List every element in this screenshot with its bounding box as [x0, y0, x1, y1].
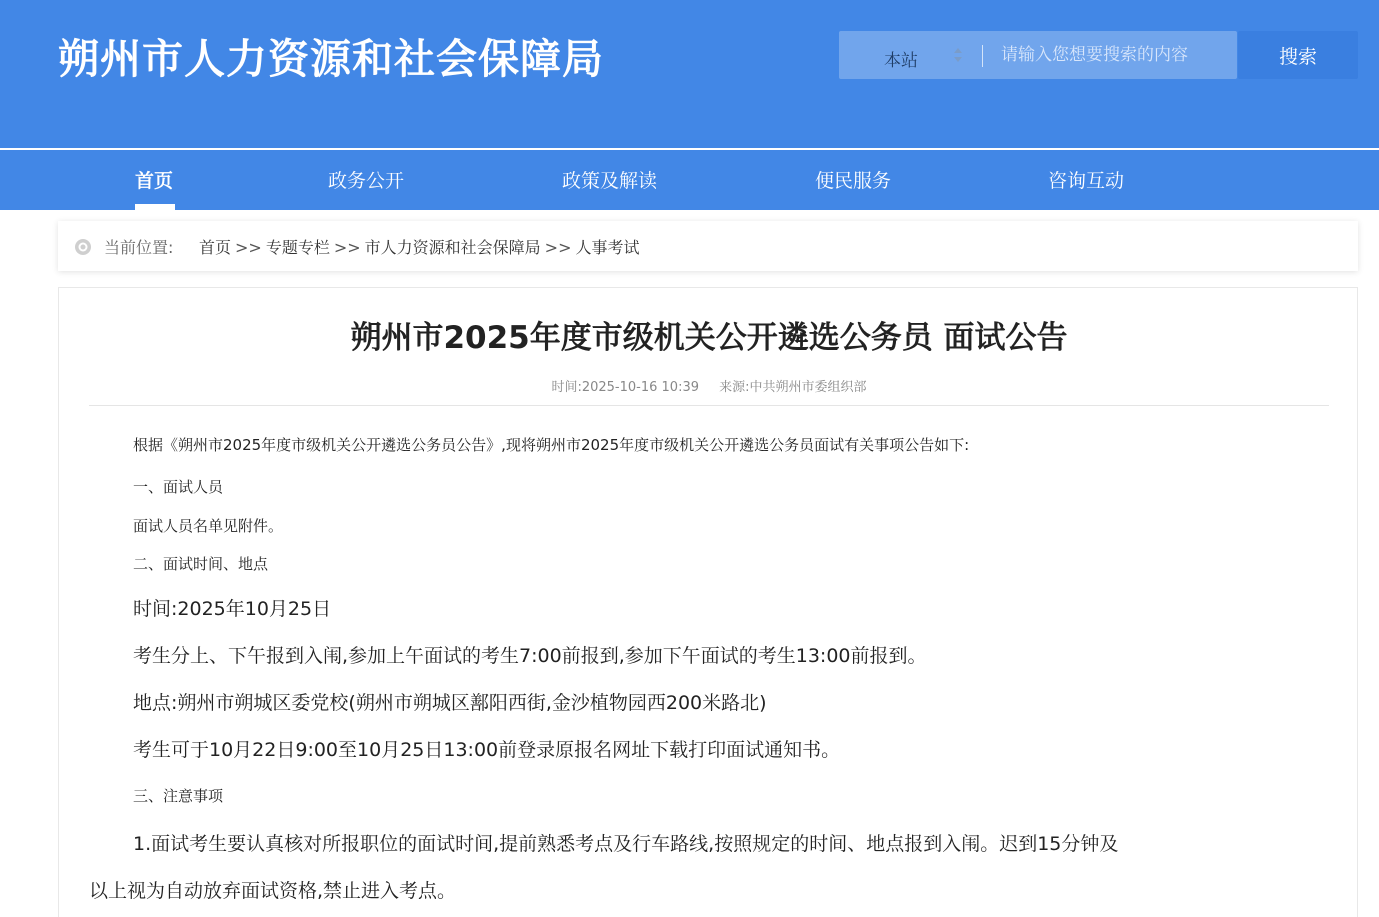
nav-active-indicator: [135, 204, 175, 210]
paragraph-candidates: 面试人员名单见附件。: [133, 517, 284, 535]
paragraph-download-notice: 考生可于10月22日9:00至10月25日13:00前登录原报名网址下载打印面试通知书。: [133, 739, 841, 761]
nav-item-government-affairs[interactable]: 政务公开: [328, 170, 405, 192]
search-scope-select[interactable]: [839, 31, 979, 79]
breadcrumb-link-special-topics[interactable]: 专题专栏: [265, 238, 330, 257]
paragraph-check-in: 考生分上、下午报到入闱,参加上午面试的考生7:00前报到,参加下午面试的考生13:00前报到。: [133, 645, 927, 667]
article-meta: [59, 376, 1359, 395]
breadcrumb-separator: >>: [544, 238, 572, 257]
title-divider: [89, 405, 1329, 406]
paragraph-date: 时间:2025年10月25日: [133, 598, 332, 620]
location-icon: [74, 238, 92, 256]
search-divider: [982, 45, 983, 67]
article-source: 来源:中共朔州市委组织部: [719, 380, 867, 395]
search-box: [839, 31, 1237, 79]
main-nav: [0, 150, 1379, 210]
updown-arrow-icon: [953, 45, 963, 65]
article-title: 朔州市2025年度市级机关公开遴选公务员 面试公告: [350, 320, 1068, 356]
breadcrumb-links: [199, 235, 640, 258]
paragraph-intro: 根据《朔州市2025年度市级机关公开遴选公务员公告》,现将朔州市2025年度市级机关公开遴选公务员面试有关事项公告如下:: [133, 436, 970, 454]
search-scope-label: 本站: [884, 51, 918, 71]
article: [58, 287, 1358, 917]
nav-item-services[interactable]: 便民服务: [815, 170, 892, 192]
nav-item-home[interactable]: 首页: [135, 170, 174, 192]
breadcrumb-label: 当前位置:: [104, 238, 174, 257]
nav-item-consultation[interactable]: 咨询互动: [1048, 170, 1125, 192]
breadcrumb-link-home[interactable]: 首页: [199, 238, 232, 257]
section-heading-time-place: 二、面试时间、地点: [133, 555, 269, 573]
breadcrumb-link-personnel-exams[interactable]: 人事考试: [575, 238, 640, 257]
breadcrumb-separator: >>: [333, 238, 361, 257]
nav-item-policy[interactable]: 政策及解读: [562, 170, 658, 192]
paragraph-note-1: 1.面试考生要认真核对所报职位的面试时间,提前熟悉考点及行车路线,按照规定的时间、地点报到入闱。迟到15分钟及: [133, 833, 1119, 855]
paragraph-note-1-continued: 以上视为自动放弃面试资格,禁止进入考点。: [89, 880, 457, 902]
breadcrumb-separator: >>: [235, 238, 262, 257]
site-header: [0, 0, 1379, 148]
breadcrumb-link-hrss-bureau[interactable]: 市人力资源和社会保障局: [364, 238, 541, 257]
breadcrumb: [58, 221, 1358, 271]
search-button[interactable]: 搜索: [1238, 31, 1358, 79]
search-input[interactable]: [1001, 41, 1226, 69]
site-title: 朔州市人力资源和社会保障局: [58, 35, 604, 83]
paragraph-location: 地点:朔州市朔城区委党校(朔州市朔城区鄯阳西街,金沙植物园西200米路北): [133, 692, 767, 714]
publish-time: 时间:2025-10-16 10:39: [551, 380, 699, 395]
section-heading-notes: 三、注意事项: [133, 787, 224, 805]
section-heading-candidates: 一、面试人员: [133, 478, 224, 496]
